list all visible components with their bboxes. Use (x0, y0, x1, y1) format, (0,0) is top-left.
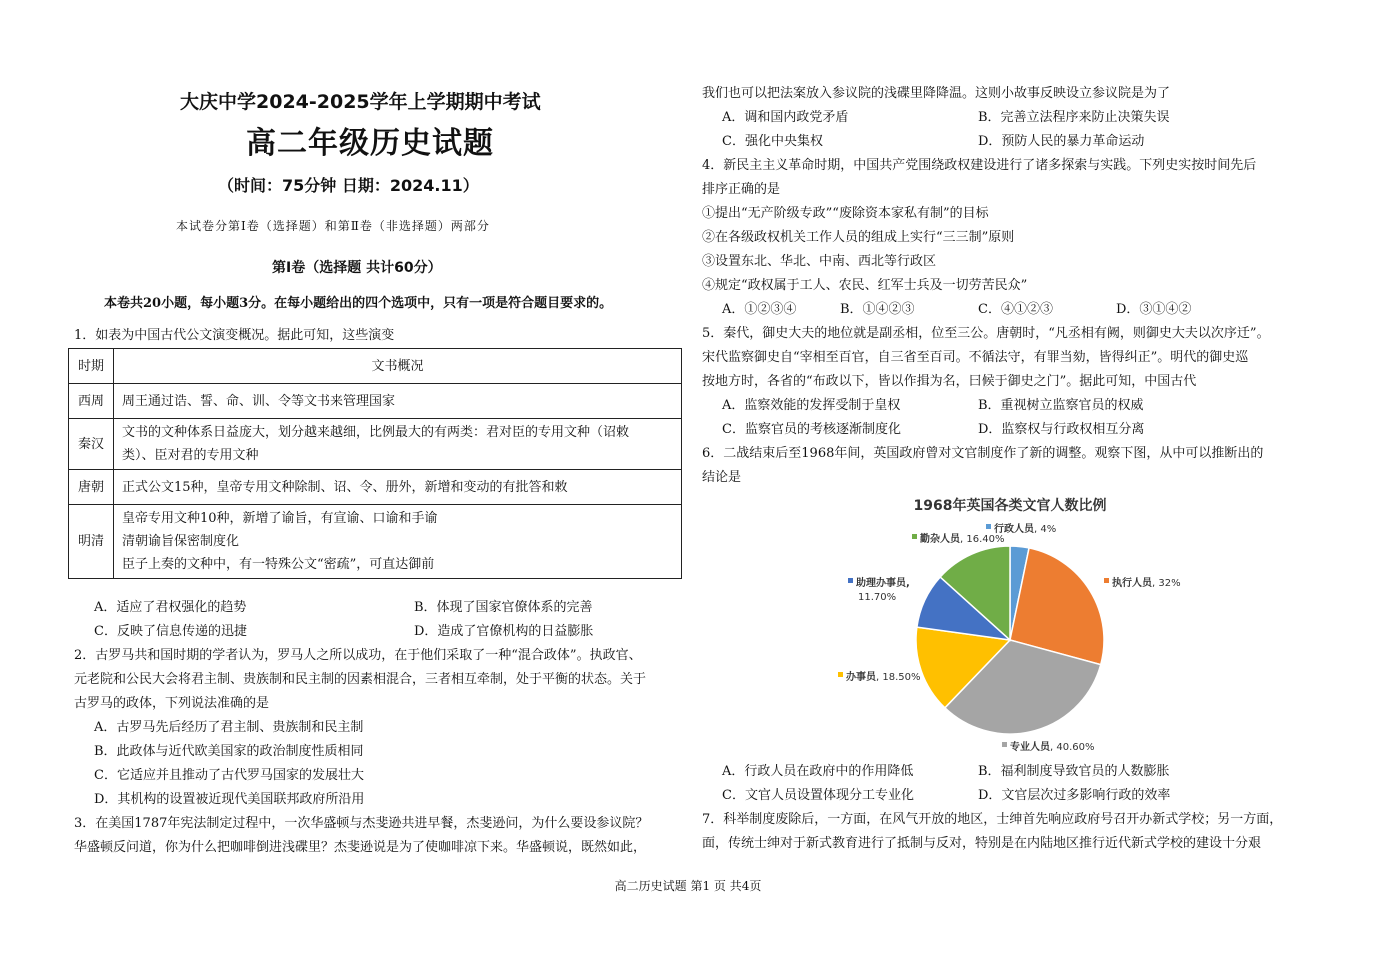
q4-item: ②在各级政权机关工作人员的组成上实行“三三制”原则 (702, 230, 1015, 245)
q3-stem-line: 我们也可以把法案放入参议院的浅碟里降降温。这则小故事反映设立参议院是为了 (702, 86, 1171, 101)
slice-label: 行政人员, 4% (994, 524, 1057, 535)
table-header-row (69, 349, 682, 384)
q5-stem-line: 按地方时，各省的“布政以下，皆以作揖为名，曰候于御史之门”。据此可知，中国古代 (702, 374, 1197, 389)
q3-option-a: A．调和国内政党矛盾 (722, 110, 849, 125)
exam-time-date: （时间：75分钟 日期：2024.11） (218, 176, 479, 195)
q4-stem-line: 排序正确的是 (702, 182, 781, 197)
table-period-cell: 明清 (69, 505, 114, 579)
q1-stem: 1．如表为中国古代公文演变概况。据此可知，这些演变 (74, 328, 395, 343)
q2-option-a: A．古罗马先后经历了君主制、贵族制和民主制 (94, 720, 364, 735)
q4-option-a: A．①②③④ (722, 302, 797, 317)
table-cell-line: 文书的文种体系日益庞大，划分越来越细，比例最大的有两类：君对臣的专用文种（诏敕 (122, 425, 630, 440)
q7-stem-line: 面，传统士绅对于新式教育进行了抵制与反对，特别是在内陆地区推行近代新式学校的建设十分艰 (702, 836, 1262, 851)
slice-label: 办事员, 18.50% (846, 672, 921, 683)
table-row (69, 419, 682, 470)
section-instruction: 本卷共20小题，每小题3分。在每小题给出的四个选项中，只有一项是符合题目要求的。 (104, 296, 613, 311)
q5-option-b: B．重视树立监察官员的权威 (978, 398, 1144, 413)
table-row (69, 470, 682, 505)
q4-option-d: D．③①④② (1116, 302, 1192, 317)
table-period-cell: 秦汉 (69, 419, 114, 470)
q2-option-b: B．此政体与近代欧美国家的政治制度性质相同 (94, 744, 364, 759)
q5-option-c: C．监察官员的考核逐渐制度化 (722, 422, 901, 437)
slice-label: 助理办事员, 11.70% (856, 578, 910, 603)
slice-label: 专业人员, 40.60% (1010, 742, 1095, 753)
table-row (69, 505, 682, 579)
q4-option-b: B．①④②③ (840, 302, 915, 317)
q5-stem-line: 5．秦代，御史大夫的地位就是副丞相，位至三公。唐朝时，“凡丞相有阙，则御史大夫以次序迁”。 (702, 326, 1270, 341)
page-title: 高二年级历史试题 (246, 126, 494, 161)
table-cell-line: 臣子上奏的文种中，有一特殊公文“密疏”，可直达御前 (122, 557, 435, 572)
table-cell-line: 正式公文15种，皇帝专用文种除制、诏、令、册外，新增和变动的有批答和敕 (122, 479, 568, 495)
legend-marker (838, 672, 843, 677)
q2-stem-line: 元老院和公民大会将君主制、贵族制和民主制的因素相混合，三者相互牵制，处于平衡的状态。关于 (74, 672, 647, 687)
table-cell-line: 皇帝专用文种10种，新增了谕旨，有宣谕、口谕和手谕 (122, 511, 438, 526)
q1-option-b: B．体现了国家官僚体系的完善 (414, 600, 593, 615)
q5-stem-line: 宋代监察御史自“宰相至百官，自三省至百司。不循法守，有罪当劾，皆得纠正”。明代的御史巡 (702, 350, 1249, 365)
q5-option-d: D．监察权与行政权相互分离 (978, 422, 1145, 437)
pie-chart (812, 488, 1192, 760)
q1-option-a: A．适应了君权强化的趋势 (94, 600, 247, 615)
q4-stem-line: 4．新民主主义革命时期，中国共产党围绕政权建设进行了诸多探索与实践。下列史实按时间先后 (702, 158, 1257, 173)
table-header-cell: 时期 (69, 349, 114, 384)
q5-option-a: A．监察效能的发挥受制于皇权 (722, 398, 901, 413)
table-cell-line: 周王通过诰、誓、命、训、令等文书来管理国家 (122, 393, 396, 409)
legend-marker (848, 578, 853, 583)
q4-item: ③设置东北、华北、中南、西北等行政区 (702, 254, 937, 269)
q3-option-b: B．完善立法程序来防止决策失误 (978, 110, 1170, 125)
table-cell-line: 清朝谕旨保密制度化 (122, 534, 240, 549)
q6-stem-line: 结论是 (702, 470, 742, 485)
q6-option-a: A．行政人员在政府中的作用降低 (722, 764, 914, 779)
q4-item: ①提出“无产阶级专政”“废除资本家私有制”的目标 (702, 206, 989, 221)
q1-table (68, 348, 682, 579)
q3-option-c: C．强化中央集权 (722, 134, 823, 149)
chart-title: 1968年英国各类文官人数比例 (913, 498, 1107, 514)
table-content-cell (114, 384, 682, 419)
q1-option-d: D．造成了官僚机构的日益膨胀 (414, 624, 594, 639)
table-content-cell (114, 419, 682, 470)
table-header-cell: 文书概况 (114, 349, 682, 384)
slice-label: 勤杂人员, 16.40% (920, 534, 1005, 545)
q6-stem-line: 6．二战结束后至1968年间，英国政府曾对文官制度作了新的调整。观察下图，从中可以推断出的 (702, 446, 1264, 461)
section-title: 第Ⅰ卷（选择题 共计60分） (272, 260, 442, 276)
q7-stem-line: 7．科举制度废除后，一方面，在风气开放的地区，士绅首先响应政府号召开办新式学校；另一方面， (702, 812, 1283, 827)
table-period-cell: 西周 (69, 384, 114, 419)
q4-item: ④规定“政权属于工人、农民、红军士兵及一切劳苦民众” (702, 278, 1028, 293)
q4-option-c: C．④①②③ (978, 302, 1053, 317)
q6-option-b: B．福利制度导致官员的人数膨胀 (978, 764, 1170, 779)
q6-option-c: C．文官人员设置体现分工专业化 (722, 788, 914, 803)
table-cell-line: 类）、臣对君的专用文种 (122, 448, 259, 463)
q2-option-d: D．其机构的设置被近现代美国联邦政府所沿用 (94, 792, 365, 807)
q2-option-c: C．它适应并且推动了古代罗马国家的发展壮大 (94, 768, 364, 783)
table-content-cell (114, 505, 682, 579)
q3-option-d: D．预防人民的暴力革命运动 (978, 134, 1145, 149)
q3-stem-line: 3．在美国1787年宪法制定过程中，一次华盛顿与杰斐逊共进早餐，杰斐逊问，为什么要设参议院？ (74, 816, 649, 831)
legend-marker (1104, 578, 1109, 583)
q3-stem-line: 华盛顿反问道，你为什么把咖啡倒进浅碟里？杰斐逊说是为了使咖啡凉下来。华盛顿说，既然如此， (74, 840, 647, 855)
school-line: 大庆中学2024-2025学年上学期期中考试 (180, 91, 541, 113)
q2-stem-line: 古罗马的政体，下列说法准确的是 (74, 696, 270, 711)
table-period-cell: 唐朝 (69, 470, 114, 505)
q2-stem-line: 2．古罗马共和国时期的学者认为，罗马人之所以成功，在于他们采取了一种“混合政体”。执政官、 (74, 648, 642, 663)
legend-marker (912, 534, 917, 539)
legend-marker (1002, 742, 1007, 747)
q1-option-c: C．反映了信息传递的迅捷 (94, 624, 247, 639)
legend-marker (986, 524, 991, 529)
table-content-cell (114, 470, 682, 505)
table-row (69, 384, 682, 419)
q6-option-d: D．文官层次过多影响行政的效率 (978, 788, 1171, 803)
slice-label: 执行人员, 32% (1112, 578, 1181, 589)
page-footer: 高二历史试题 第1 页 共4页 (614, 879, 762, 893)
paper-note: 本试卷分第Ⅰ卷（选择题）和第Ⅱ卷（非选择题）两部分 (176, 219, 490, 233)
